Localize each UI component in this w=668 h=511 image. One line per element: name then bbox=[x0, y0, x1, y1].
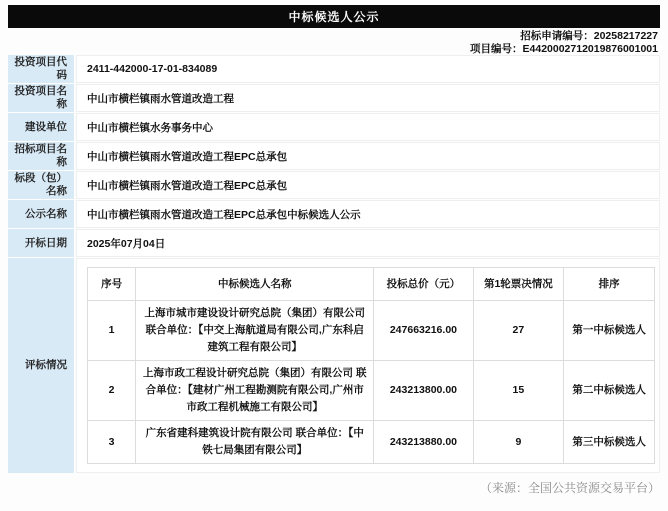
candidate-seq: 1 bbox=[88, 301, 136, 361]
info-label: 开标日期 bbox=[8, 229, 74, 257]
col-header-seq: 序号 bbox=[88, 268, 136, 301]
candidate-rank: 第一中标候选人 bbox=[564, 301, 655, 361]
page-title: 中标候选人公示 bbox=[288, 10, 380, 24]
col-header-candidate-name: 中标候选人名称 bbox=[136, 268, 374, 301]
candidate-seq: 2 bbox=[88, 361, 136, 421]
candidate-price: 243213800.00 bbox=[374, 361, 473, 421]
candidate-votes: 9 bbox=[473, 421, 564, 464]
info-label: 招标项目名称 bbox=[8, 142, 74, 170]
info-label: 评标情况 bbox=[8, 258, 74, 473]
source-note: （来源：全国公共资源交易平台） bbox=[479, 481, 660, 495]
info-value: 中山市横栏镇雨水管道改造工程 bbox=[76, 84, 660, 112]
candidate-votes: 27 bbox=[473, 301, 564, 361]
candidate-row-2 bbox=[88, 361, 655, 421]
title-bar bbox=[8, 5, 660, 28]
candidate-seq: 3 bbox=[88, 421, 136, 464]
info-row-project-code bbox=[8, 55, 660, 83]
info-row-bid-opening-date bbox=[8, 229, 660, 257]
candidate-name: 上海市政工程设计研究总院（集团）有限公司 联合单位：【建材广州工程勘测院有限公司,广州市市政工程机械施工有限公司】 bbox=[136, 361, 374, 421]
candidates-table bbox=[87, 267, 655, 464]
info-value: 中山市横栏镇水务事务中心 bbox=[76, 113, 660, 141]
candidate-row-1 bbox=[88, 301, 655, 361]
candidate-name: 广东省建科建筑设计院有限公司 联合单位：【中铁七局集团有限公司】 bbox=[136, 421, 374, 464]
candidate-name: 上海市城市建设设计研究总院（集团）有限公司 联合单位：【中交上海航道局有限公司,广东科启建筑工程有限公司】 bbox=[136, 301, 374, 361]
tender-application-number: 招标申请编号：20258217227 bbox=[520, 30, 658, 42]
candidate-rank: 第三中标候选人 bbox=[564, 421, 655, 464]
info-value: 中山市横栏镇雨水管道改造工程EPC总承包 bbox=[76, 171, 660, 199]
col-header-rank: 排序 bbox=[564, 268, 655, 301]
candidate-rank: 第二中标候选人 bbox=[564, 361, 655, 421]
info-value: 中山市横栏镇雨水管道改造工程EPC总承包 bbox=[76, 142, 660, 170]
candidate-votes: 15 bbox=[473, 361, 564, 421]
info-label: 投资项目代码 bbox=[8, 55, 74, 83]
info-row-evaluation bbox=[8, 258, 660, 473]
info-row-tender-project-name bbox=[8, 142, 660, 170]
evaluation-area bbox=[76, 258, 660, 473]
info-value: 2411-442000-17-01-834089 bbox=[76, 55, 660, 83]
candidate-price: 247663216.00 bbox=[374, 301, 473, 361]
col-header-bid-price: 投标总价（元） bbox=[374, 268, 473, 301]
project-number: 项目编号：E4420002712019876001001 bbox=[470, 43, 658, 55]
candidates-header-row bbox=[88, 268, 655, 301]
info-value: 2025年07月04日 bbox=[76, 229, 660, 257]
project-info-table bbox=[8, 55, 660, 474]
info-row-section-name bbox=[8, 171, 660, 199]
candidate-price: 243213880.00 bbox=[374, 421, 473, 464]
info-row-construction-unit bbox=[8, 113, 660, 141]
info-row-project-name bbox=[8, 84, 660, 112]
info-value: 中山市横栏镇雨水管道改造工程EPC总承包中标候选人公示 bbox=[76, 200, 660, 228]
info-label: 标段（包）名称 bbox=[8, 171, 74, 199]
col-header-vote-result: 第1轮票决情况 bbox=[473, 268, 564, 301]
info-row-announcement-name bbox=[8, 200, 660, 228]
candidate-row-3 bbox=[88, 421, 655, 464]
info-label: 建设单位 bbox=[8, 113, 74, 141]
info-label: 公示名称 bbox=[8, 200, 74, 228]
meta-numbers bbox=[470, 30, 658, 56]
info-label: 投资项目名称 bbox=[8, 84, 74, 112]
